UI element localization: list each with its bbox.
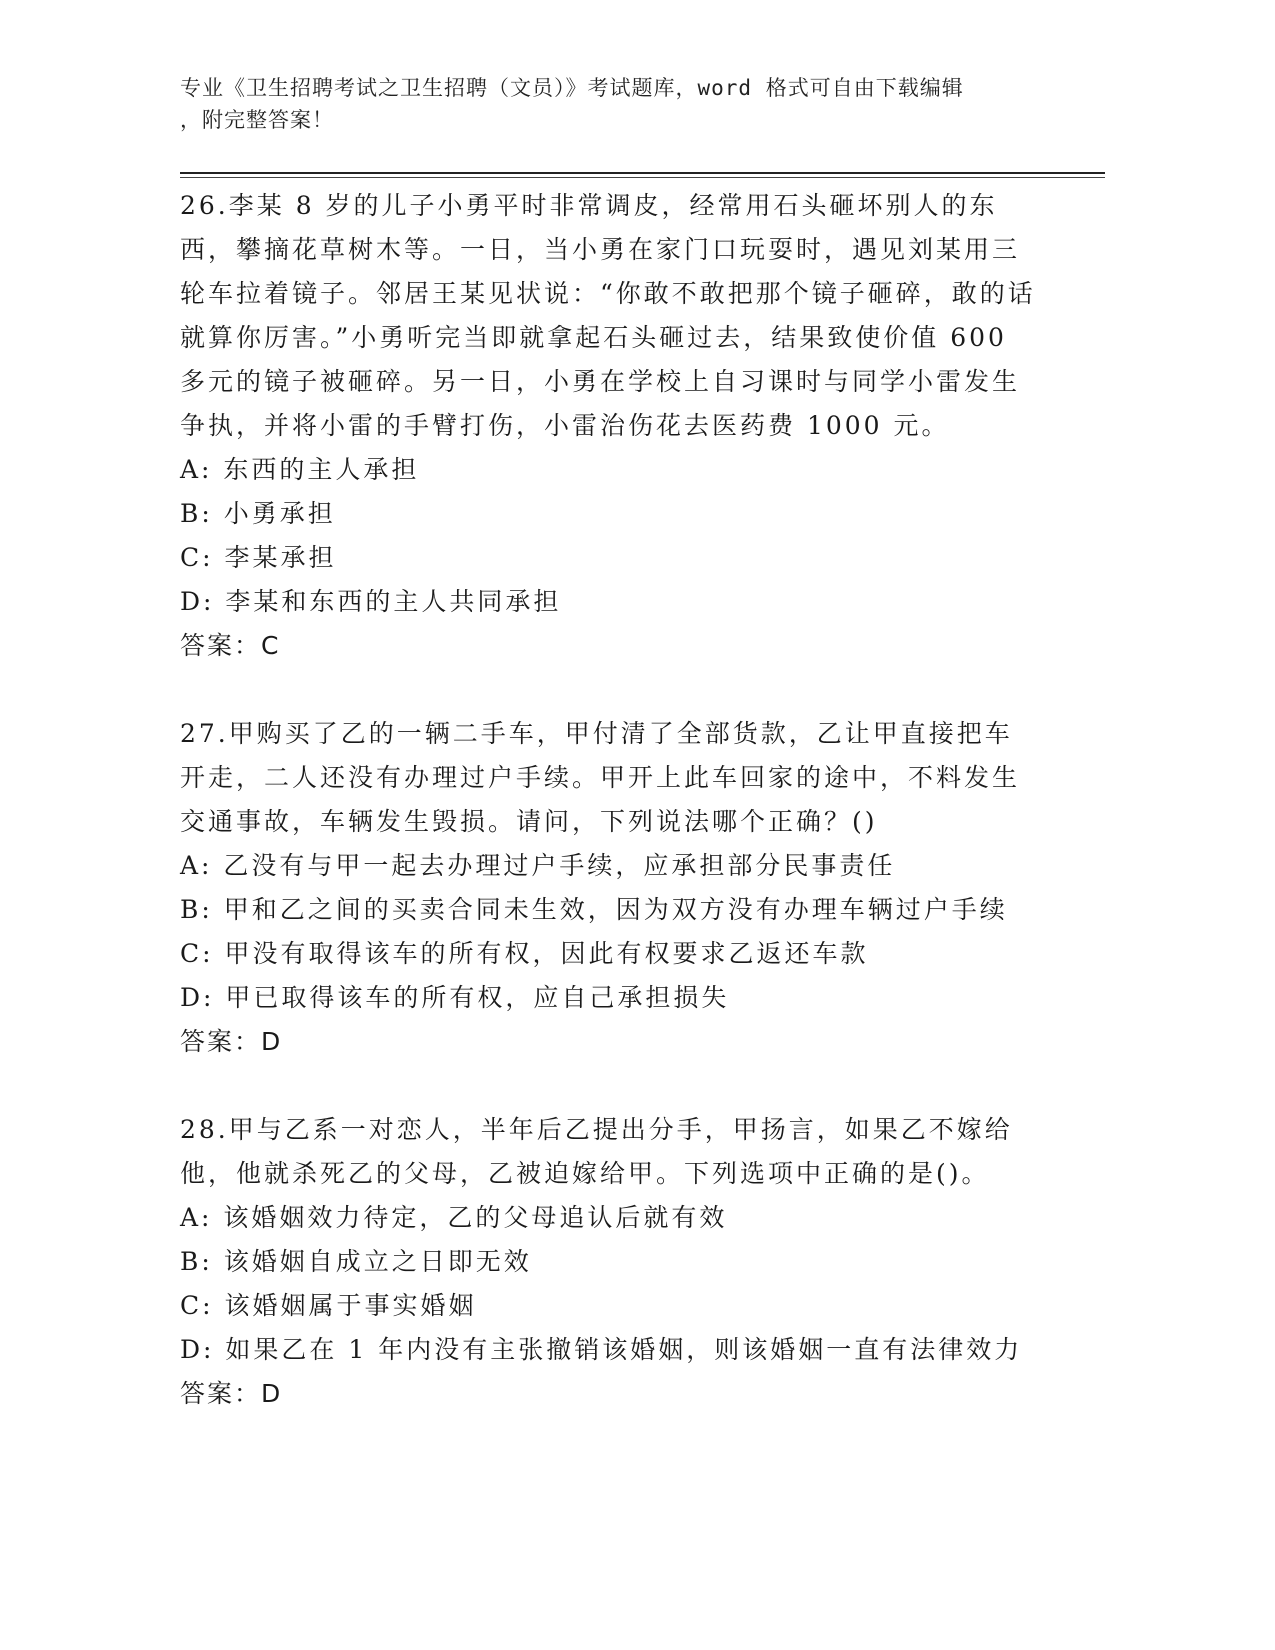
question-text: 26.李某 8 岁的儿子小勇平时非常调皮，经常用石头砸坏别人的东西，攀摘花草树木等。一日，当小勇在家门口玩耍时，遇见刘某用三轮车拉着镜子。邻居王某见状说：“你敢不敢把那个镜子砸碎，敢的话就算你厉害。”小勇听完当即就拿起石头砸过去，结果致使价值 600 多元的镜子被砸碎。另一日，小勇在学校上自习课时与同学小雷发生争执，并将小雷的手臂打伤，小雷治伤花去医药费 1000 元。 xyxy=(180,191,1036,440)
option-b: B: 甲和乙之间的买卖合同未生效，因为双方没有办理车辆过户手续 xyxy=(180,895,1008,924)
header-line-1: 专业《卫生招聘考试之卫生招聘（文员）》考试题库，word 格式可自由下载编辑 xyxy=(180,76,964,100)
option-b: B: 该婚姻自成立之日即无效 xyxy=(180,1247,532,1276)
header-rule-thin xyxy=(180,177,1105,178)
question-list xyxy=(180,184,1040,1416)
header-line-2: ，附完整答案！ xyxy=(180,108,334,132)
answer-text: 答案：D xyxy=(180,1379,283,1408)
spacer xyxy=(180,668,1040,712)
document-header xyxy=(180,72,1040,136)
spacer xyxy=(180,1064,1040,1108)
option-c: C: 甲没有取得该车的所有权，因此有权要求乙返还车款 xyxy=(180,939,869,968)
question-text: 28.甲与乙系一对恋人，半年后乙提出分手，甲扬言，如果乙不嫁给他，他就杀死乙的父母，乙被迫嫁给甲。下列选项中正确的是()。 xyxy=(180,1115,1013,1188)
option-c: C: 李某承担 xyxy=(180,543,337,572)
option-a: A: 该婚姻效力待定，乙的父母追认后就有效 xyxy=(180,1203,728,1232)
option-a: A: 东西的主人承担 xyxy=(180,455,420,484)
question-27 xyxy=(180,712,1040,1064)
option-d: D: 如果乙在 1 年内没有主张撤销该婚姻，则该婚姻一直有法律效力 xyxy=(180,1335,1023,1364)
answer-text: 答案：C xyxy=(180,631,281,660)
option-d: D: 甲已取得该车的所有权，应自己承担损失 xyxy=(180,983,730,1012)
answer-text: 答案：D xyxy=(180,1027,283,1056)
option-b: B: 小勇承担 xyxy=(180,499,336,528)
option-d: D: 李某和东西的主人共同承担 xyxy=(180,587,562,616)
question-text: 27.甲购买了乙的一辆二手车，甲付清了全部货款，乙让甲直接把车开走，二人还没有办理过户手续。甲开上此车回家的途中，不料发生交通事故，车辆发生毁损。请问，下列说法哪个正确？() xyxy=(180,719,1021,836)
question-26 xyxy=(180,184,1040,668)
question-28 xyxy=(180,1108,1040,1416)
header-rule-thick xyxy=(180,172,1105,174)
option-c: C: 该婚姻属于事实婚姻 xyxy=(180,1291,477,1320)
option-a: A: 乙没有与甲一起去办理过户手续，应承担部分民事责任 xyxy=(180,851,896,880)
